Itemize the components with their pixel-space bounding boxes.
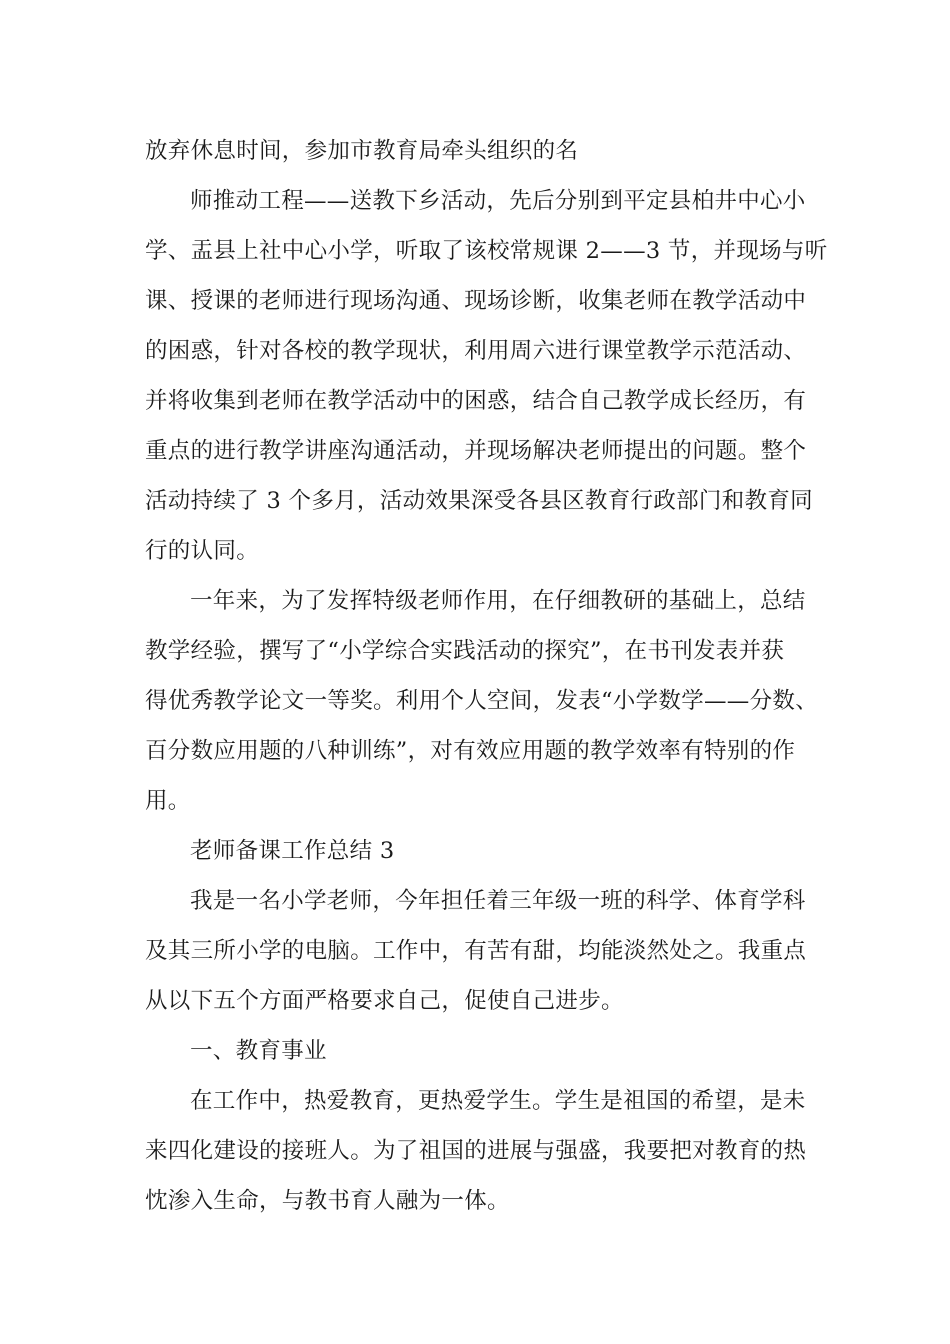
document-body — [145, 126, 828, 1226]
text-line: 课、授课的老师进行现场沟通、现场诊断，收集老师在教学活动中 — [145, 288, 807, 314]
text-line: 活动持续了 3 个多月，活动效果深受各县区教育行政部门和教育同 — [145, 488, 813, 514]
text-line: 行的认同。 — [145, 538, 260, 564]
text-line: 用。 — [145, 788, 191, 814]
subsection-heading: 一、教育事业 — [190, 1038, 327, 1064]
text-line: 学、盂县上社中心小学，听取了该校常规课 2——3 节，并现场与听 — [145, 238, 828, 264]
text-line: 得优秀教学论文一等奖。利用个人空间，发表“小学数学——分数、 — [145, 688, 819, 714]
text-line: 从以下五个方面严格要求自己，促使自己进步。 — [145, 988, 624, 1014]
text-line: 忱渗入生命，与教书育人融为一体。 — [145, 1188, 510, 1214]
text-line: 一年来，为了发挥特级老师作用，在仔细教研的基础上，总结 — [190, 588, 806, 614]
text-line: 来四化建设的接班人。为了祖国的进展与强盛，我要把对教育的热 — [145, 1138, 807, 1164]
text-line: 我是一名小学老师，今年担任着三年级一班的科学、体育学科 — [190, 888, 806, 914]
text-line: 百分数应用题的八种训练”，对有效应用题的教学效率有特别的作 — [145, 738, 796, 764]
text-line: 及其三所小学的电脑。工作中，有苦有甜，均能淡然处之。我重点 — [145, 938, 807, 964]
text-line: 重点的进行教学讲座沟通活动，并现场解决老师提出的问题。整个 — [145, 438, 807, 464]
text-line: 并将收集到老师在教学活动中的困惑，结合自己教学成长经历，有 — [145, 388, 807, 414]
text-line: 放弃休息时间，参加市教育局牵头组织的名 — [145, 138, 579, 164]
section-heading: 老师备课工作总结 3 — [190, 838, 395, 864]
text-line: 师推动工程——送教下乡活动，先后分别到平定县柏井中心小 — [190, 188, 806, 214]
text-line: 教学经验，撰写了“小学综合实践活动的探究”，在书刊发表并获 — [145, 638, 785, 664]
text-line: 的困惑，针对各校的教学现状，利用周六进行课堂教学示范活动、 — [145, 338, 807, 364]
text-line: 在工作中，热爱教育，更热爱学生。学生是祖国的希望，是未 — [190, 1088, 806, 1114]
